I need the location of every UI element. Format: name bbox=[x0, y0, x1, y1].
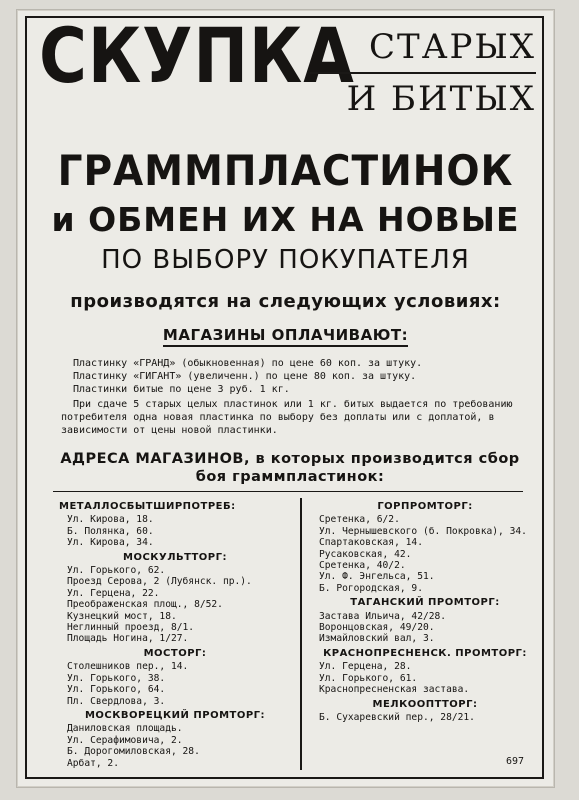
stores-pay-text: МАГАЗИНЫ ОПЛАЧИВАЮТ: bbox=[163, 326, 408, 347]
left-address-column bbox=[53, 498, 297, 769]
store-group-title: МЕЛКООПТТОРГ: bbox=[372, 698, 478, 710]
store-group-title: ТАГАНСКИЙ ПРОМТОРГ: bbox=[350, 597, 500, 609]
store-address: Арбат, 2. bbox=[67, 757, 119, 769]
store-address: Площадь Ногина, 1/27. bbox=[67, 633, 189, 645]
store-address: Воронцовская, 49/20. bbox=[319, 622, 435, 634]
store-group-title: МОСКВОРЕЦКИЙ ПРОМТОРГ: bbox=[84, 709, 266, 721]
store-address: Б. Рогородская, 9. bbox=[319, 582, 423, 594]
store-address: Ул. Кирова, 34. bbox=[67, 537, 154, 549]
column-divider bbox=[300, 498, 302, 770]
term-gigant: Пластинку «ГИГАНТ» (увеличенн.) по цене 80 коп. за штуку. bbox=[73, 371, 417, 382]
headline-big-word: СКУПКА bbox=[39, 11, 355, 100]
store-address: Проезд Серова, 2 (Лубянск. пр.). bbox=[67, 576, 252, 588]
store-address: Преображенская площ., 8/52. bbox=[67, 599, 223, 611]
headline-right-block bbox=[310, 24, 536, 122]
term-broken: Пластинки битые по цене 3 руб. 1 кг. bbox=[73, 384, 290, 395]
store-group-title: ГОРПРОМТОРГ: bbox=[377, 501, 473, 512]
store-address: Ул. Горького, 62. bbox=[67, 565, 166, 577]
store-address: Кузнецкий мост, 18. bbox=[67, 610, 177, 622]
store-address: Измайловский вал, 3. bbox=[319, 633, 435, 645]
headline-right-line-2: И БИТЫХ bbox=[346, 79, 536, 119]
store-address: Краснопресненская застава. bbox=[319, 684, 470, 696]
headline-exchange: и ОБМЕН ИХ НА НОВЫЕ bbox=[51, 200, 520, 239]
store-group-title: КРАСНОПРЕСНЕНСК. ПРОМТОРГ: bbox=[323, 647, 527, 659]
store-address: Даниловская площадь. bbox=[67, 723, 183, 735]
store-address: Неглинный проезд, 8/1. bbox=[67, 622, 195, 634]
store-address: Ул. Серафимовича, 2. bbox=[67, 734, 183, 746]
store-address: Б. Полянка, 60. bbox=[67, 525, 154, 537]
store-address: Б. Дорогомиловская, 28. bbox=[67, 746, 200, 758]
term-grand: Пластинку «ГРАНД» (обыкновенная) по цене 60 коп. за штуку. bbox=[73, 358, 423, 369]
store-group-title: МОСТОРГ: bbox=[143, 647, 207, 659]
newspaper-clipping bbox=[16, 9, 555, 788]
headline-buyer-choice: ПО ВЫБОРУ ПОКУПАТЕЛЯ bbox=[101, 245, 470, 275]
store-address: Русаковская, 42. bbox=[319, 548, 412, 560]
addresses-heading: АДРЕСА МАГАЗИНОВ, в которых производится сбор боя граммпластинок: bbox=[60, 451, 520, 485]
headline-right-line-1: СТАРЫХ bbox=[310, 24, 536, 74]
store-address: Сретенка, 6/2. bbox=[319, 514, 400, 526]
page-number: 697 bbox=[505, 756, 524, 767]
store-address: Ул. Горького, 61. bbox=[319, 672, 418, 684]
headline-conditions: производятся на следующих условиях: bbox=[70, 291, 501, 312]
store-address: Ул. Ф. Энгельса, 51. bbox=[319, 571, 435, 583]
addresses-top-rule bbox=[53, 491, 523, 492]
terms-block bbox=[61, 357, 527, 437]
headline-stores-pay bbox=[17, 326, 554, 344]
store-address: Пл. Свердлова, 3. bbox=[67, 695, 166, 707]
store-group-title: МОСКУЛЬТТОРГ: bbox=[123, 551, 227, 563]
store-address: Б. Сухаревский пер., 28/21. bbox=[319, 711, 475, 723]
store-address: Ул. Чернышевского (б. Покровка), 34. bbox=[319, 525, 527, 537]
store-address: Ул. Горького, 38. bbox=[67, 672, 166, 684]
store-address: Застава Ильича, 42/28. bbox=[319, 610, 447, 622]
right-address-column bbox=[309, 498, 541, 723]
store-address: Спартаковская, 14. bbox=[319, 537, 423, 549]
headline-records: ГРАММПЛАСТИНОК bbox=[57, 146, 514, 195]
store-address: Ул. Герцена, 22. bbox=[67, 587, 160, 599]
term-exchange-rule: При сдаче 5 старых целых пластинок или 1 кг. битых выдается по требованию потребителя одна новая пластинка по выбору без доплаты или с доплатой, в зависимости от цены новой пластинки. bbox=[61, 399, 513, 436]
store-address: Сретенка, 40/2. bbox=[319, 560, 406, 572]
store-address: Ул. Горького, 64. bbox=[67, 684, 166, 696]
store-group-title: МЕТАЛЛОСБЫТШИРПОТРЕБ: bbox=[59, 501, 236, 512]
store-address: Ул. Герцена, 28. bbox=[319, 661, 412, 673]
store-address: Ул. Кирова, 18. bbox=[67, 514, 154, 526]
store-address: Столешников пер., 14. bbox=[67, 661, 189, 673]
